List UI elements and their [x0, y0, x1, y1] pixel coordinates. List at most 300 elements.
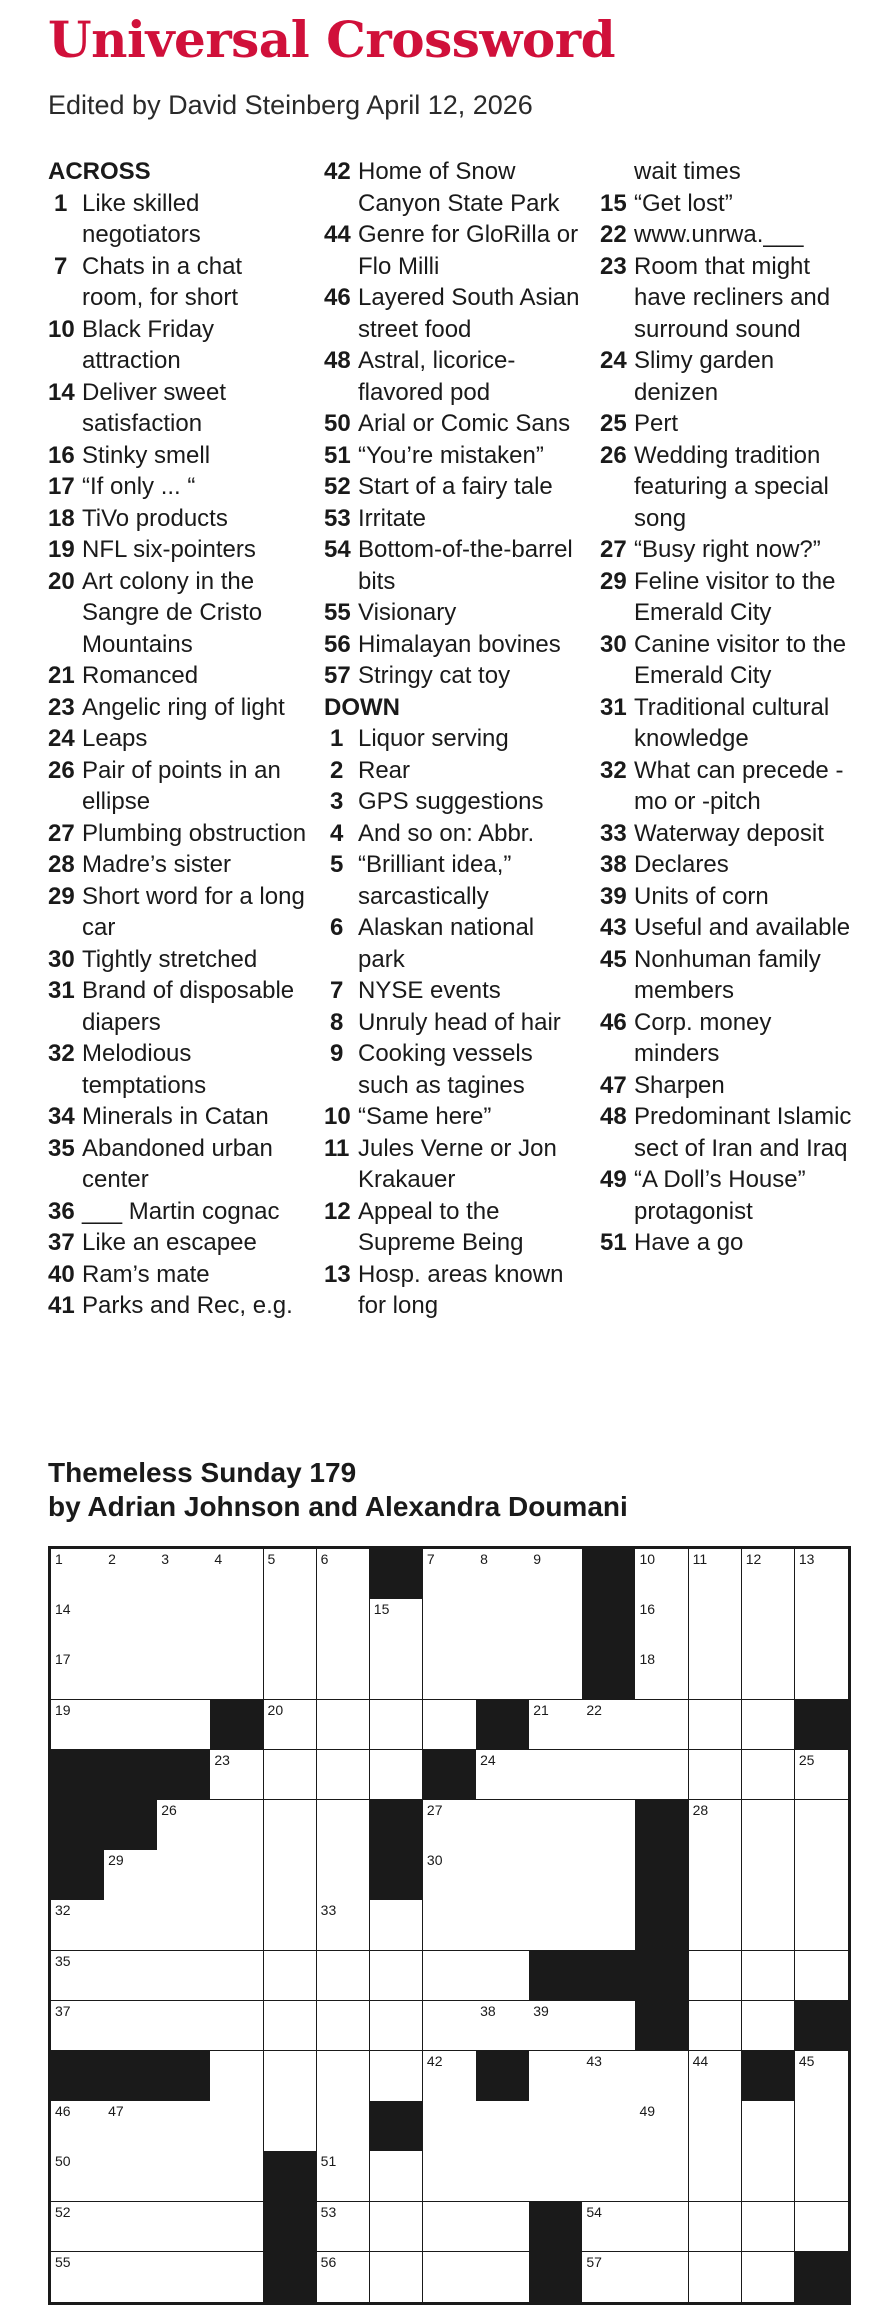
- grid-cell[interactable]: [689, 2151, 743, 2202]
- grid-cell[interactable]: [529, 1649, 583, 1700]
- grid-cell[interactable]: [317, 1800, 371, 1851]
- grid-cell[interactable]: [476, 1800, 530, 1851]
- clue-number: 18: [48, 504, 75, 532]
- grid-cell[interactable]: [210, 1750, 264, 1801]
- across-clue-40[interactable]: [48, 1259, 310, 1291]
- across-clue-23[interactable]: [48, 692, 310, 724]
- grid-cell[interactable]: [689, 1850, 743, 1901]
- grid-cell[interactable]: [476, 2001, 530, 2052]
- grid-cell[interactable]: [370, 2151, 424, 2202]
- grid-cell[interactable]: [317, 1900, 371, 1951]
- grid-cell[interactable]: [529, 1599, 583, 1650]
- grid-cell[interactable]: [476, 2101, 530, 2152]
- grid-cell[interactable]: [582, 2001, 636, 2052]
- cell-number: 14: [55, 1601, 71, 1618]
- grid-cell[interactable]: [51, 1649, 105, 1700]
- grid-cell[interactable]: [529, 2151, 583, 2202]
- grid-cell[interactable]: [742, 1750, 796, 1801]
- down-clue-29[interactable]: [600, 566, 862, 629]
- grid-cell[interactable]: [582, 2051, 636, 2102]
- grid-cell[interactable]: [317, 2202, 371, 2253]
- across-clue-37[interactable]: [48, 1227, 310, 1259]
- grid-cell[interactable]: [476, 2252, 530, 2303]
- cell-number: 26: [161, 1802, 177, 1818]
- grid-cell[interactable]: [742, 2151, 796, 2202]
- grid-cell[interactable]: [157, 1549, 211, 1600]
- across-clue-10[interactable]: [48, 314, 310, 377]
- grid-cell[interactable]: [210, 1850, 264, 1901]
- page-title: Universal Crossword: [48, 10, 616, 69]
- grid-cell[interactable]: [742, 1549, 796, 1600]
- grid-cell[interactable]: [104, 2151, 158, 2202]
- down-clue-6[interactable]: [324, 912, 586, 975]
- grid-cell[interactable]: [476, 1850, 530, 1901]
- clue-number: 41: [48, 1292, 75, 1319]
- grid-cell[interactable]: [210, 1549, 264, 1600]
- byline: Edited by David Steinberg April 12, 2026: [48, 90, 533, 120]
- grid-cell[interactable]: [157, 2202, 211, 2253]
- grid-cell[interactable]: [689, 2051, 743, 2102]
- grid-cell[interactable]: [51, 1700, 105, 1751]
- grid-cell[interactable]: [423, 1951, 477, 2002]
- across-clue-44[interactable]: [324, 219, 586, 282]
- clue-number: 27: [600, 536, 627, 563]
- clue-text: Himalayan bovines: [358, 630, 561, 658]
- grid-cell[interactable]: [689, 2001, 743, 2052]
- grid-cell[interactable]: [582, 2252, 636, 2303]
- grid-cell[interactable]: [264, 2001, 318, 2052]
- grid-cell[interactable]: [476, 1599, 530, 1650]
- across-clue-46[interactable]: [324, 282, 586, 345]
- black-square: [582, 1649, 636, 1700]
- grid-cell[interactable]: [795, 2151, 849, 2202]
- grid-cell[interactable]: [742, 2252, 796, 2303]
- grid-cell[interactable]: [317, 2051, 371, 2102]
- down-clue-13[interactable]: [324, 1259, 586, 1322]
- grid-cell[interactable]: [264, 2101, 318, 2152]
- grid-cell[interactable]: [51, 2151, 105, 2202]
- clue-number: 13: [324, 1260, 351, 1288]
- grid-cell[interactable]: [317, 1549, 371, 1600]
- grid-cell[interactable]: [210, 2252, 264, 2303]
- down-clue-11[interactable]: [324, 1133, 586, 1196]
- grid-cell[interactable]: [529, 1800, 583, 1851]
- clue-text: Feline visitor to the Emerald City: [634, 567, 836, 626]
- grid-cell[interactable]: [742, 2001, 796, 2052]
- grid-cell[interactable]: [210, 2101, 264, 2152]
- down-clue-4[interactable]: [324, 818, 586, 850]
- grid-cell[interactable]: [157, 2151, 211, 2202]
- across-clue-27[interactable]: [48, 818, 310, 850]
- grid-cell[interactable]: [370, 2051, 424, 2102]
- grid-cell[interactable]: [635, 2151, 689, 2202]
- down-clue-30[interactable]: [600, 629, 862, 692]
- grid-cell[interactable]: [635, 1750, 689, 1801]
- grid-cell[interactable]: [264, 1900, 318, 1951]
- grid-cell[interactable]: [476, 1951, 530, 2002]
- across-clue-21[interactable]: [48, 660, 310, 692]
- grid-cell[interactable]: [635, 2051, 689, 2102]
- grid-cell[interactable]: [689, 1599, 743, 1650]
- grid-cell[interactable]: [264, 1750, 318, 1801]
- grid-cell[interactable]: [689, 2101, 743, 2152]
- grid-cell[interactable]: [317, 1951, 371, 2002]
- across-clue-24[interactable]: [48, 723, 310, 755]
- grid-cell[interactable]: [370, 1700, 424, 1751]
- grid-cell[interactable]: [104, 1649, 158, 1700]
- across-clue-35[interactable]: [48, 1133, 310, 1196]
- grid-cell[interactable]: [157, 1800, 211, 1851]
- down-clue-49[interactable]: [600, 1164, 862, 1227]
- grid-cell[interactable]: [742, 2202, 796, 2253]
- grid-cell[interactable]: [423, 1549, 477, 1600]
- down-clue-38[interactable]: [600, 849, 862, 881]
- grid-cell[interactable]: [423, 2051, 477, 2102]
- down-clue-2[interactable]: [324, 755, 586, 787]
- grid-cell[interactable]: [742, 1649, 796, 1700]
- grid-cell[interactable]: [157, 2101, 211, 2152]
- down-clue-12[interactable]: [324, 1196, 586, 1259]
- grid-cell[interactable]: [264, 1649, 318, 1700]
- cell-number: 28: [692, 1802, 709, 1818]
- grid-cell[interactable]: [51, 2202, 105, 2253]
- across-clue-7[interactable]: [48, 251, 310, 314]
- grid-cell[interactable]: [104, 2101, 158, 2152]
- clue-text: “A Doll’s House” protagonist: [634, 1166, 806, 1225]
- grid-cell[interactable]: [423, 2202, 477, 2253]
- grid-cell[interactable]: [689, 1750, 743, 1801]
- grid-cell[interactable]: [423, 2252, 477, 2303]
- clue-text: Genre for GloRilla or Flo Milli: [358, 221, 579, 280]
- grid-cell[interactable]: [51, 1900, 105, 1951]
- grid-cell[interactable]: [423, 1800, 477, 1851]
- grid-cell[interactable]: [51, 1549, 105, 1600]
- grid-cell[interactable]: [264, 2051, 318, 2102]
- across-clue-28[interactable]: [48, 849, 310, 881]
- grid-cell[interactable]: [210, 1649, 264, 1700]
- across-clue-26[interactable]: [48, 755, 310, 818]
- grid-cell[interactable]: [370, 1900, 424, 1951]
- down-clue-1[interactable]: [324, 723, 586, 755]
- grid-cell[interactable]: [529, 1549, 583, 1600]
- grid-cell[interactable]: [157, 1599, 211, 1650]
- clue-text: Pair of points in an ellipse: [82, 756, 281, 815]
- grid-cell[interactable]: [264, 1951, 318, 2002]
- grid-cell[interactable]: [104, 1850, 158, 1901]
- grid-cell[interactable]: [742, 1850, 796, 1901]
- grid-cell[interactable]: [689, 1951, 743, 2002]
- across-clue-14[interactable]: [48, 377, 310, 440]
- across-clue-31[interactable]: [48, 975, 310, 1038]
- grid-cell[interactable]: [51, 1951, 105, 2002]
- grid-cell[interactable]: [370, 1951, 424, 2002]
- grid-cell[interactable]: [104, 1900, 158, 1951]
- black-square: [795, 2001, 849, 2052]
- grid-cell[interactable]: [157, 1900, 211, 1951]
- grid-cell[interactable]: [423, 1649, 477, 1700]
- grid-cell[interactable]: [317, 1750, 371, 1801]
- grid-cell[interactable]: [370, 2001, 424, 2052]
- grid-cell[interactable]: [742, 2101, 796, 2152]
- across-clue-54[interactable]: [324, 534, 586, 597]
- clue-number: 40: [48, 1260, 75, 1288]
- across-clue-51[interactable]: [324, 440, 586, 472]
- across-clue-36[interactable]: [48, 1196, 310, 1228]
- grid-cell[interactable]: [157, 1700, 211, 1751]
- grid-cell[interactable]: [423, 2001, 477, 2052]
- grid-cell[interactable]: [264, 1700, 318, 1751]
- grid-cell[interactable]: [635, 2101, 689, 2152]
- across-clue-19[interactable]: [48, 534, 310, 566]
- grid-cell[interactable]: [210, 2001, 264, 2052]
- grid-cell[interactable]: [529, 1900, 583, 1951]
- across-clue-29[interactable]: [48, 881, 310, 944]
- grid-cell[interactable]: [795, 1800, 849, 1851]
- across-clue-55[interactable]: [324, 597, 586, 629]
- down-clue-22[interactable]: [600, 219, 862, 251]
- grid-cell[interactable]: [264, 1850, 318, 1901]
- clue-text: Stringy cat toy: [358, 662, 511, 689]
- grid-cell[interactable]: [423, 1900, 477, 1951]
- grid-cell[interactable]: [742, 1700, 796, 1751]
- down-clue-39[interactable]: [600, 881, 862, 913]
- grid-cell[interactable]: [157, 2252, 211, 2303]
- grid-cell[interactable]: [370, 1649, 424, 1700]
- clue-text: TiVo products: [82, 504, 228, 532]
- grid-cell[interactable]: [635, 2252, 689, 2303]
- clue-number: 37: [48, 1229, 75, 1256]
- black-square: [264, 2151, 318, 2202]
- down-clue-47[interactable]: [600, 1070, 862, 1102]
- across-clue-50[interactable]: [324, 408, 586, 440]
- grid-cell[interactable]: [370, 2202, 424, 2253]
- down-clue-8[interactable]: [324, 1007, 586, 1039]
- grid-cell[interactable]: [635, 1549, 689, 1600]
- across-clue-41[interactable]: [48, 1290, 310, 1322]
- clue-number: 22: [600, 221, 627, 248]
- grid-cell[interactable]: [795, 2051, 849, 2102]
- grid-cell[interactable]: [742, 1900, 796, 1951]
- grid-cell[interactable]: [582, 2101, 636, 2152]
- grid-cell[interactable]: [317, 2001, 371, 2052]
- down-clue-48[interactable]: [600, 1101, 862, 1164]
- grid-cell[interactable]: [104, 2252, 158, 2303]
- grid-cell[interactable]: [264, 1800, 318, 1851]
- grid-cell[interactable]: [104, 2001, 158, 2052]
- clue-text: Like an escapee: [82, 1229, 257, 1256]
- grid-cell[interactable]: [476, 1900, 530, 1951]
- down-clue-5[interactable]: [324, 849, 586, 912]
- grid-cell[interactable]: [423, 2151, 477, 2202]
- grid-cell[interactable]: [423, 1700, 477, 1751]
- down-clue-3[interactable]: [324, 786, 586, 818]
- grid-cell[interactable]: [795, 1850, 849, 1901]
- grid-cell[interactable]: [689, 2202, 743, 2253]
- grid-cell[interactable]: [529, 2051, 583, 2102]
- grid-cell[interactable]: [476, 1750, 530, 1801]
- grid-cell[interactable]: [742, 1800, 796, 1851]
- grid-cell[interactable]: [529, 2001, 583, 2052]
- down-clue-46[interactable]: [600, 1007, 862, 1070]
- grid-cell[interactable]: [104, 2202, 158, 2253]
- clue-number: 47: [600, 1071, 627, 1099]
- grid-cell[interactable]: [157, 2001, 211, 2052]
- across-clue-1[interactable]: [48, 188, 310, 251]
- grid-cell[interactable]: [210, 2051, 264, 2102]
- grid-cell[interactable]: [529, 1850, 583, 1901]
- grid-cell[interactable]: [689, 1549, 743, 1600]
- grid-cell[interactable]: [582, 2202, 636, 2253]
- down-clue-24[interactable]: [600, 345, 862, 408]
- clue-text: Astral, licorice-flavored pod: [358, 347, 516, 406]
- black-square: [210, 1700, 264, 1751]
- across-clue-16[interactable]: [48, 440, 310, 472]
- grid-cell[interactable]: [795, 2202, 849, 2253]
- clue-number: 8: [330, 1008, 344, 1036]
- grid-cell[interactable]: [210, 1599, 264, 1650]
- down-clue-32[interactable]: [600, 755, 862, 818]
- grid-cell[interactable]: [476, 2202, 530, 2253]
- grid-cell[interactable]: [157, 1649, 211, 1700]
- grid-cell[interactable]: [476, 1549, 530, 1600]
- down-clue-43[interactable]: [600, 912, 862, 944]
- clue-number: 25: [600, 410, 627, 437]
- grid-cell[interactable]: [795, 1649, 849, 1700]
- clue-number: 1: [54, 189, 68, 217]
- grid-cell[interactable]: [689, 1649, 743, 1700]
- grid-cell[interactable]: [317, 1599, 371, 1650]
- grid-cell[interactable]: [317, 1700, 371, 1751]
- grid-cell[interactable]: [795, 1549, 849, 1600]
- across-clue-34[interactable]: [48, 1101, 310, 1133]
- grid-cell[interactable]: [582, 1750, 636, 1801]
- down-clue-23[interactable]: [600, 251, 862, 346]
- across-clue-48[interactable]: [324, 345, 586, 408]
- across-clue-53[interactable]: [324, 503, 586, 535]
- grid-cell[interactable]: [264, 1599, 318, 1650]
- grid-cell[interactable]: [210, 1800, 264, 1851]
- across-clue-32[interactable]: [48, 1038, 310, 1101]
- across-clue-30[interactable]: [48, 944, 310, 976]
- grid-cell[interactable]: [370, 1750, 424, 1801]
- grid-cell[interactable]: [317, 2151, 371, 2202]
- clue-number: 19: [48, 536, 75, 563]
- grid-cell[interactable]: [582, 1850, 636, 1901]
- grid-cell[interactable]: [423, 2101, 477, 2152]
- grid-cell[interactable]: [51, 2252, 105, 2303]
- grid-cell[interactable]: [51, 1599, 105, 1650]
- grid-cell[interactable]: [795, 1750, 849, 1801]
- clue-number: 35: [48, 1134, 75, 1162]
- grid-cell[interactable]: [795, 1599, 849, 1650]
- clue-text: Arial or Comic Sans: [358, 410, 571, 437]
- down-clue-25[interactable]: [600, 408, 862, 440]
- grid-cell[interactable]: [635, 2202, 689, 2253]
- grid-cell[interactable]: [104, 1549, 158, 1600]
- grid-cell[interactable]: [529, 2101, 583, 2152]
- grid-cell[interactable]: [742, 1951, 796, 2002]
- grid-cell[interactable]: [689, 1900, 743, 1951]
- grid-cell[interactable]: [423, 1850, 477, 1901]
- across-clue-18[interactable]: [48, 503, 310, 535]
- grid-cell[interactable]: [264, 1549, 318, 1600]
- grid-cell[interactable]: [582, 1700, 636, 1751]
- down-clue-15[interactable]: [600, 188, 862, 220]
- grid-cell[interactable]: [635, 1700, 689, 1751]
- down-clue-31[interactable]: [600, 692, 862, 755]
- black-square: [264, 2202, 318, 2253]
- down-clue-10[interactable]: [324, 1101, 586, 1133]
- cell-number: 33: [320, 1902, 337, 1919]
- grid-cell[interactable]: [582, 1800, 636, 1851]
- grid-cell[interactable]: [635, 1599, 689, 1650]
- grid-cell[interactable]: [210, 1900, 264, 1951]
- grid-cell[interactable]: [210, 2151, 264, 2202]
- clue-number: 5: [330, 851, 344, 878]
- grid-cell[interactable]: [104, 1700, 158, 1751]
- grid-cell[interactable]: [317, 1649, 371, 1700]
- grid-cell[interactable]: [476, 1649, 530, 1700]
- grid-cell[interactable]: [157, 1850, 211, 1901]
- clue-text: Chats in a chat room, for short: [82, 252, 243, 311]
- grid-cell[interactable]: [317, 1850, 371, 1901]
- grid-cell[interactable]: [795, 1900, 849, 1951]
- grid-cell[interactable]: [370, 1599, 424, 1650]
- grid-cell[interactable]: [210, 1951, 264, 2002]
- black-square: [795, 1700, 849, 1751]
- grid-cell[interactable]: [317, 2101, 371, 2152]
- down-clue-33[interactable]: [600, 818, 862, 850]
- grid-cell[interactable]: [529, 1750, 583, 1801]
- grid-cell[interactable]: [370, 2252, 424, 2303]
- across-clue-17[interactable]: [48, 471, 310, 503]
- down-clue-9[interactable]: [324, 1038, 586, 1101]
- down-clue-51[interactable]: [600, 1227, 862, 1259]
- grid-cell[interactable]: [529, 1700, 583, 1751]
- grid-cell[interactable]: [104, 1951, 158, 2002]
- grid-cell[interactable]: [476, 2151, 530, 2202]
- grid-cell[interactable]: [157, 1951, 211, 2002]
- across-clue-52[interactable]: [324, 471, 586, 503]
- across-clue-42[interactable]: [324, 156, 586, 219]
- grid-cell[interactable]: [104, 1599, 158, 1650]
- down-clue-45[interactable]: [600, 944, 862, 1007]
- across-clue-20[interactable]: [48, 566, 310, 661]
- across-clue-57[interactable]: [324, 660, 586, 692]
- grid-cell[interactable]: [795, 2101, 849, 2152]
- grid-cell[interactable]: [689, 2252, 743, 2303]
- down-clue-26[interactable]: [600, 440, 862, 535]
- grid-cell[interactable]: [742, 1599, 796, 1650]
- grid-cell[interactable]: [51, 2001, 105, 2052]
- grid-cell[interactable]: [582, 2151, 636, 2202]
- down-clue-27[interactable]: [600, 534, 862, 566]
- grid-cell[interactable]: [210, 2202, 264, 2253]
- down-heading: DOWN: [324, 693, 400, 721]
- grid-cell[interactable]: [317, 2252, 371, 2303]
- grid-cell[interactable]: [582, 1900, 636, 1951]
- across-clue-56[interactable]: [324, 629, 586, 661]
- down-clue-7[interactable]: [324, 975, 586, 1007]
- clue-text: Angelic ring of light: [82, 693, 285, 721]
- grid-cell[interactable]: [51, 2101, 105, 2152]
- clue-number: 43: [600, 914, 627, 941]
- grid-cell[interactable]: [689, 1700, 743, 1751]
- grid-cell[interactable]: [635, 1649, 689, 1700]
- grid-cell[interactable]: [423, 1599, 477, 1650]
- grid-cell[interactable]: [795, 1951, 849, 2002]
- grid-cell[interactable]: [689, 1800, 743, 1851]
